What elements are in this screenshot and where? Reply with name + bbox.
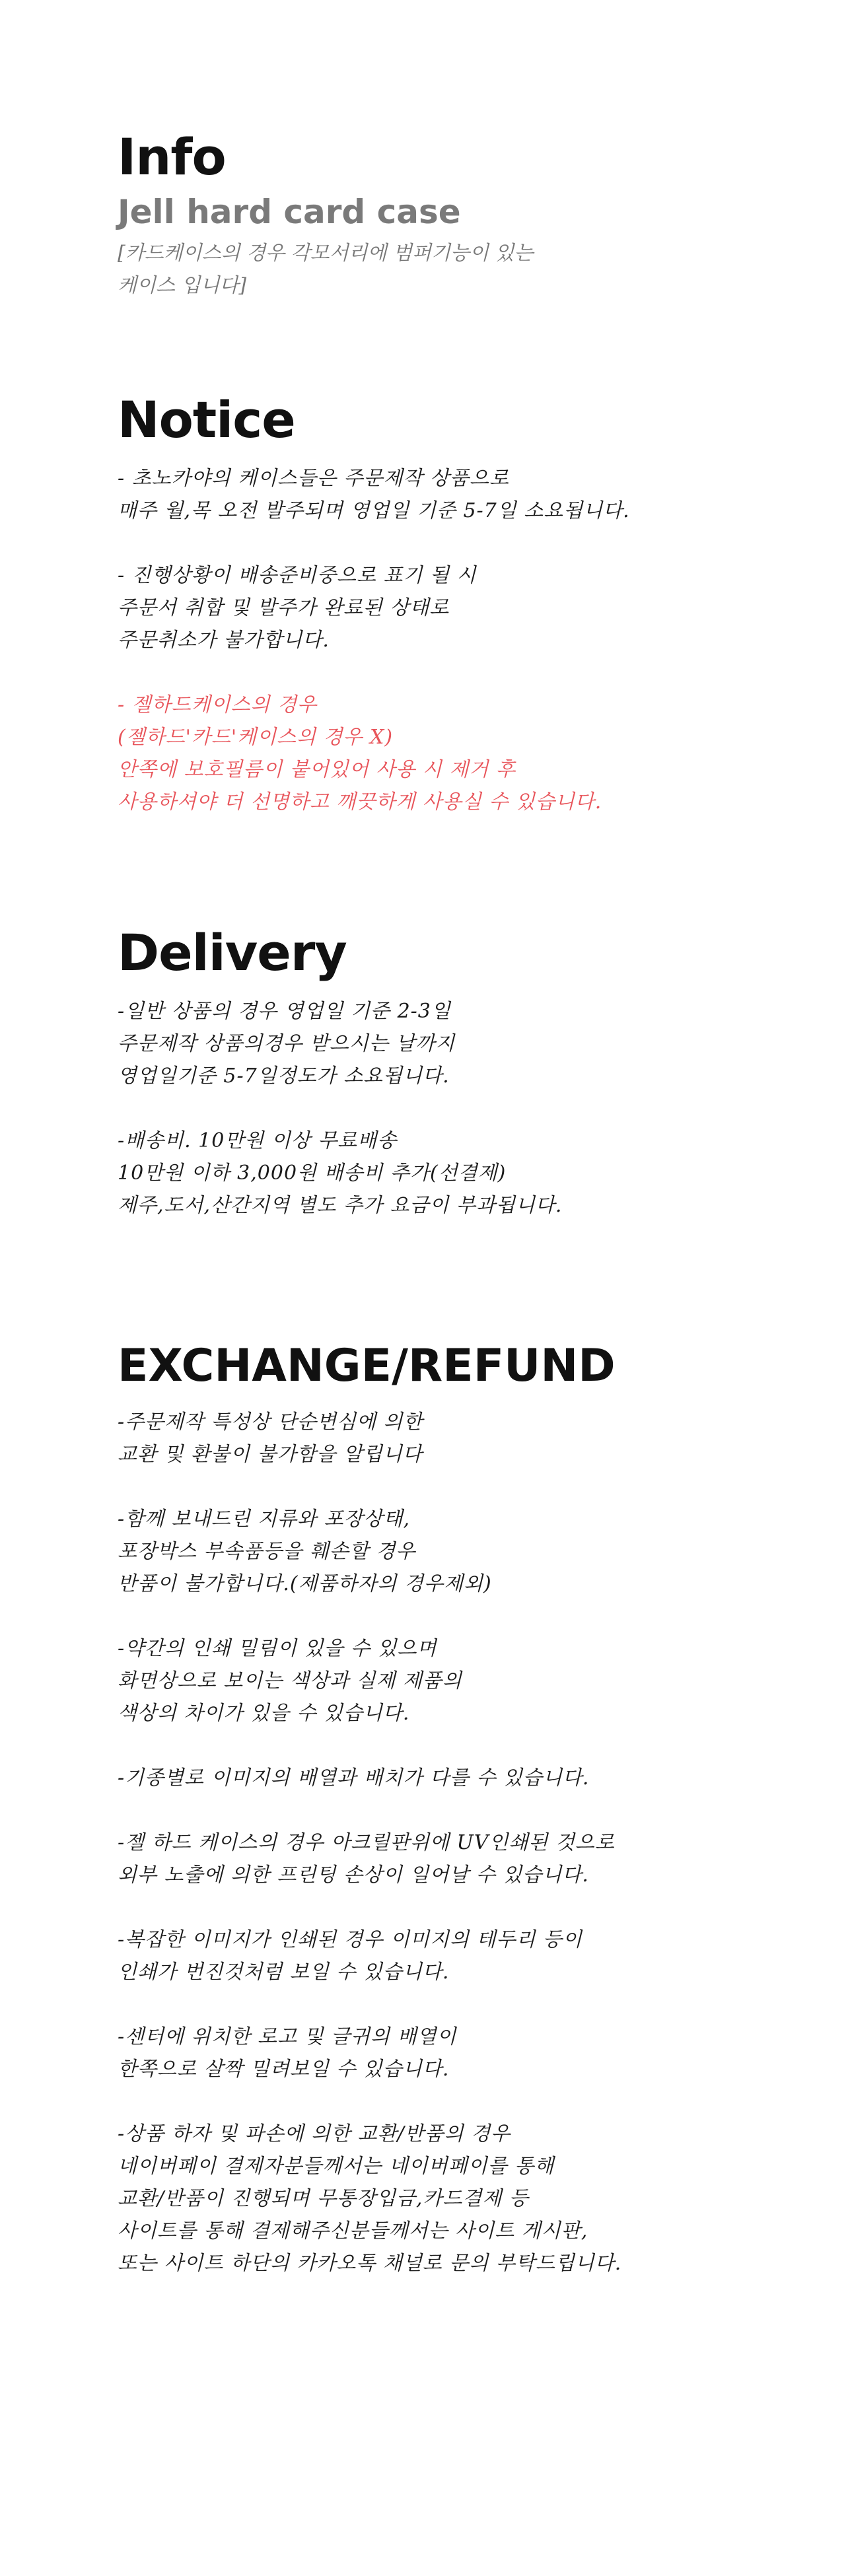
exchange-line: 교환 및 환불이 불가함을 알립니다 bbox=[118, 1443, 423, 1466]
warning-line: (젤하드'카드'케이스의 경우 X) bbox=[118, 726, 394, 749]
exchange-paragraph bbox=[118, 1827, 778, 1891]
delivery-line: 10만원 이하 3,000원 배송비 추가(선결제) bbox=[118, 1162, 507, 1185]
exchange-paragraph bbox=[118, 1924, 778, 1988]
exchange-line: 교환/반품이 진행되며 무통장입금,카드결제 등 bbox=[118, 2187, 529, 2210]
notice-line: 주문서 취합 및 발주가 완료된 상태로 bbox=[118, 596, 450, 619]
exchange-line: -센터에 위치한 로고 및 글귀의 배열이 bbox=[118, 2025, 457, 2048]
delivery-line: -일반 상품의 경우 영업일 기준 2-3일 bbox=[118, 1000, 451, 1023]
delivery-line: 주문제작 상품의경우 받으시는 날까지 bbox=[118, 1032, 456, 1055]
exchange-paragraph bbox=[118, 1406, 778, 1471]
warning-line: 안쪽에 보호필름이 붙어있어 사용 시 제거 후 bbox=[118, 758, 516, 781]
notice-line: - 초노카야의 케이스들은 주문제작 상품으로 bbox=[118, 467, 509, 490]
exchange-line: -상품 하자 및 파손에 의한 교환/반품의 경우 bbox=[118, 2122, 511, 2145]
notice-heading: Notice bbox=[118, 390, 295, 449]
exchange-line: 또는 사이트 하단의 카카오톡 채널로 문의 부탁드립니다. bbox=[118, 2252, 622, 2275]
delivery-body bbox=[118, 995, 778, 1222]
notice-line: - 진행상황이 배송준비중으로 표기 될 시 bbox=[118, 564, 477, 587]
notice-body bbox=[118, 462, 778, 818]
delivery-paragraph-fee bbox=[118, 1125, 778, 1222]
exchange-heading: EXCHANGE/REFUND bbox=[118, 1340, 616, 1392]
delivery-line: -배송비. 10만원 이상 무료배송 bbox=[118, 1129, 398, 1152]
delivery-line: 제주,도서,산간지역 별도 추가 요금이 부과됩니다. bbox=[118, 1194, 563, 1217]
exchange-line: 사이트를 통해 결제해주신분들께서는 사이트 게시판, bbox=[118, 2219, 588, 2243]
notice-paragraph-film-warning bbox=[118, 689, 778, 818]
exchange-section bbox=[118, 1340, 778, 2280]
product-name: Jell hard card case bbox=[118, 193, 461, 231]
info-section bbox=[118, 127, 778, 302]
exchange-line: -함께 보내드린 지류와 포장상태, bbox=[118, 1508, 411, 1531]
exchange-line: 화면상으로 보이는 색상과 실제 제품의 bbox=[118, 1669, 462, 1692]
exchange-paragraph bbox=[118, 1503, 778, 1600]
notice-line: 주문취소가 불가합니다. bbox=[118, 629, 330, 652]
exchange-paragraph bbox=[118, 1762, 778, 1794]
exchange-line: 포장박스 부속품등을 훼손할 경우 bbox=[118, 1540, 416, 1563]
notice-paragraph-schedule bbox=[118, 462, 778, 527]
exchange-line: -약간의 인쇄 밀림이 있을 수 있으며 bbox=[118, 1637, 437, 1660]
delivery-line: 영업일기준 5-7일정도가 소요됩니다. bbox=[118, 1064, 450, 1088]
warning-line: 사용하셔야 더 선명하고 깨끗하게 사용실 수 있습니다. bbox=[118, 790, 602, 814]
exchange-line: -주문제작 특성상 단순변심에 의한 bbox=[118, 1410, 423, 1434]
notice-line: 매주 월,목 오전 발주되며 영업일 기준 5-7일 소요됩니다. bbox=[118, 499, 630, 522]
exchange-line: 인쇄가 번진것처럼 보일 수 있습니다. bbox=[118, 1961, 450, 1984]
delivery-heading: Delivery bbox=[118, 923, 347, 982]
product-note bbox=[118, 237, 778, 302]
exchange-line: 네이버페이 결제자분들께서는 네이버페이를 통해 bbox=[118, 2155, 555, 2178]
exchange-line: 한쪽으로 살짝 밀려보일 수 있습니다. bbox=[118, 2058, 450, 2081]
delivery-paragraph-time bbox=[118, 995, 778, 1092]
notice-paragraph-cancel bbox=[118, 559, 778, 656]
exchange-body bbox=[118, 1406, 778, 2280]
product-note-line: 케이스 입니다] bbox=[118, 274, 247, 297]
exchange-line: -복잡한 이미지가 인쇄된 경우 이미지의 테두리 등이 bbox=[118, 1928, 583, 1951]
exchange-line: -젤 하드 케이스의 경우 아크릴판위에 UV인쇄된 것으로 bbox=[118, 1831, 615, 1854]
warning-line: - 젤하드케이스의 경우 bbox=[118, 693, 318, 716]
delivery-section bbox=[118, 923, 778, 1222]
exchange-line: 반품이 불가합니다.(제품하자의 경우제외) bbox=[118, 1572, 492, 1595]
exchange-paragraph bbox=[118, 1632, 778, 1729]
product-note-line: [카드케이스의 경우 각모서리에 범퍼기능이 있는 bbox=[118, 242, 534, 265]
info-heading: Info bbox=[118, 127, 226, 186]
exchange-line: 색상의 차이가 있을 수 있습니다. bbox=[118, 1702, 410, 1725]
exchange-line: 외부 노출에 의한 프린팅 손상이 일어날 수 있습니다. bbox=[118, 1863, 589, 1887]
notice-section bbox=[118, 390, 778, 818]
exchange-paragraph bbox=[118, 2118, 778, 2280]
exchange-paragraph bbox=[118, 2021, 778, 2085]
exchange-line: -기종별로 이미지의 배열과 배치가 다를 수 있습니다. bbox=[118, 1766, 590, 1790]
